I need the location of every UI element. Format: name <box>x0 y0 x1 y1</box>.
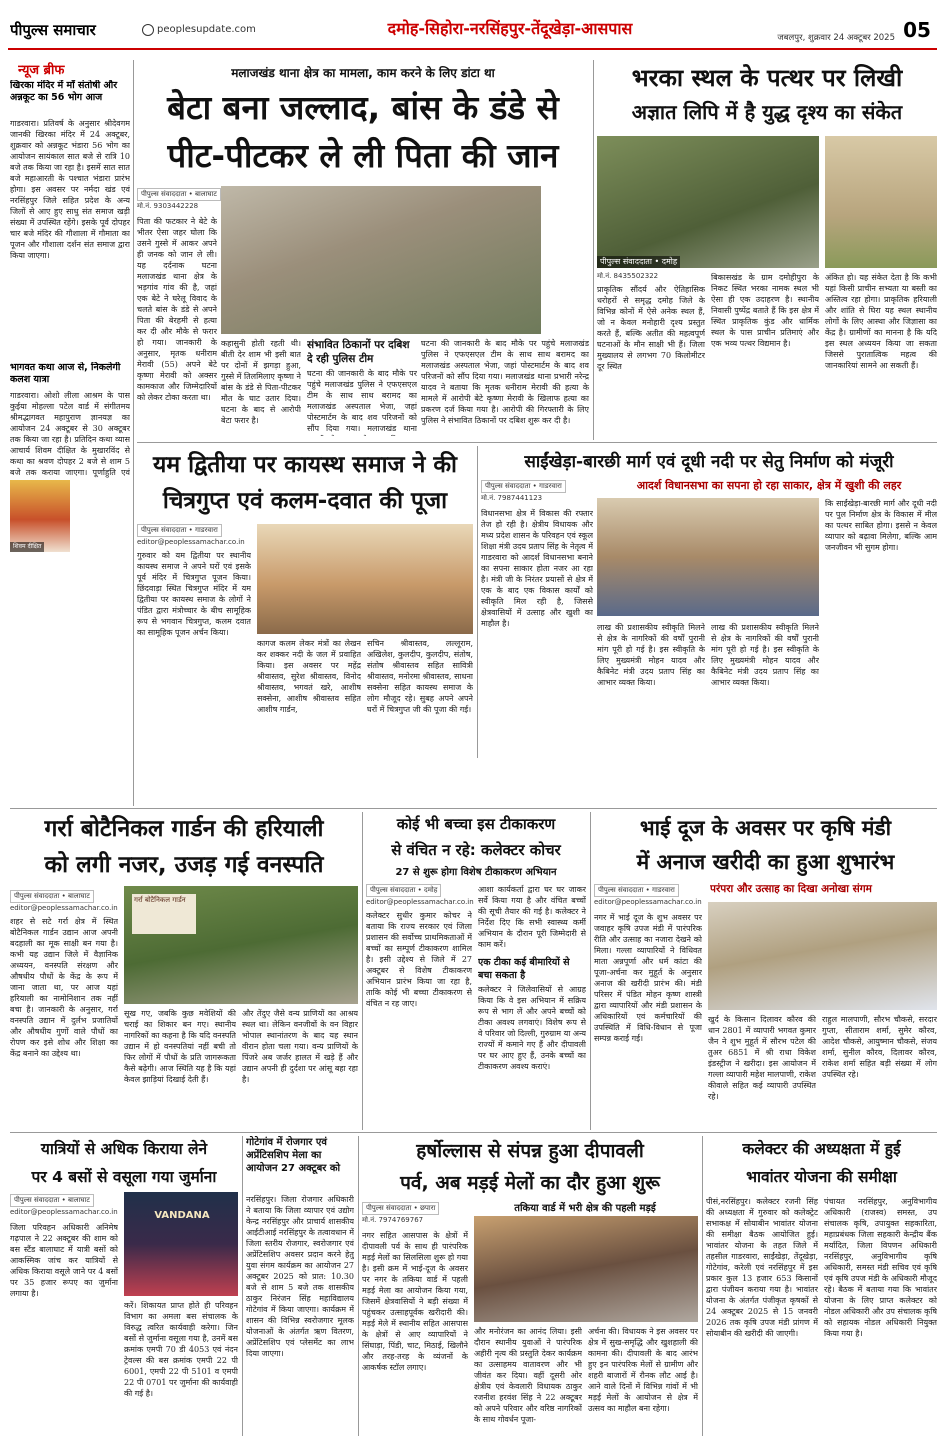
story3-body-col2: कागज कलम लेकर मंत्रों का लेखन कर शक्कर नदी के जल में प्रवाहित किया। इस अवसर पर महेंद्र श्रीवास्तव, सुरेश श्रीवास्तव, विनोद श्रीवास्तव, भगवतं खरे, आशीष सक्सेना, आशीष श्रीवास्तव सहित आशीष गार्डन, <box>257 639 361 714</box>
story5-body-col3: और तेंदुए जैसे वन्य प्राणियों का आश्रय स्थल था। लेकिन वनजीवों के वन विहार भोपाल स्थानांतरण के बाद यह स्थान वीरान होता चला गया। वन्य प्राणियों के पिंजरे अब जर्जर हालत में खड़े हैं और उद्यान अपनी ही दुर्दशा पर आंसू बहा रहा है। <box>242 1009 358 1084</box>
row-divider-1 <box>137 442 937 443</box>
dateline: जबलपुर, शुक्रवार 24 अक्टूबर 2025 <box>777 33 895 43</box>
page-number: 05 <box>903 18 931 42</box>
story10-photo <box>474 1216 698 1322</box>
story4-body-col3: लाख की प्रशासकीय स्वीकृति मिलने से क्षेत्र के नागरिकों की वर्षों पुरानी मांग पूरी हो गई है। इस स्वीकृति के लिए मुख्यमंत्री मोहन यादव और कैबिनेट मंत्री उदय प्रताप सिंह का आभार व्यक्त किया। <box>711 623 819 687</box>
story5-email[interactable]: editor@peoplessamachar.co.in <box>10 904 118 912</box>
story-ancient-script <box>597 60 937 440</box>
story6-side-title: एक टीका कई बीमारियों से बचा सकता है <box>478 957 570 981</box>
story7-headline-line2: में अनाज खरीदी का हुआ शुभारंभ <box>636 850 895 874</box>
story6-body-col2-top: आशा कार्यकर्ता द्वारा घर घर जाकर सर्वे किया गया है और वंचित बच्चों की सूची तैयार की गई है। कलेक्टर ने निर्देश दिए कि सभी स्वास्थ्य कर्मी अभियान के दौरान पूरी जिम्मेदारी से काम करें। <box>478 885 586 949</box>
col-divider-4 <box>362 812 363 1130</box>
col-divider-6 <box>242 1136 243 1436</box>
story8-body-col1: जिला परिवहन अधिकारी अनिमेष गढ़पाल ने 22 अक्टूबर की शाम को बस स्टैंड बालाघाट में यात्री बसों को आकस्मिक जांच कर यात्रियों से अधिक किराया वसूले जाने पर 4 बसों पर 35 हजार रूपए का जुर्माना लगाया है। <box>10 1223 118 1298</box>
newspaper-logo: पीपुल्स समाचार <box>10 21 96 39</box>
website-url[interactable]: peoplesupdate.com <box>157 24 256 35</box>
story7-body-col3: राहुल मालपाणी, सौरभ चौकसे, सरदार गुप्ता, सीताराम शर्मा, सुमेर कौरव, आदेश चौकसे, आयुष्मान चौकसे, संजय शर्मा, सुनील कौरव, दिलावर कौरव, राकेश शर्मा सहित बड़ी संख्या में लोग उपस्थित रहे। <box>822 1015 937 1079</box>
portrait-photo <box>10 480 70 552</box>
story3-body-col3: सचिन श्रीवास्तव, लल्लूराम, अखिलेश, कुलदीप, कुलदीप, संतोष, संतोष श्रीवास्तव सहित सावित्री श्रीवास्तव, मनोरमा श्रीवास्तव, साधना सक्सेना सहित कायस्थ समाज के लोग मौजूद रहे। सुबह अपने अपने घरों में चित्रगुप्त जी की पूजा की गई। <box>367 639 473 714</box>
masthead <box>0 0 945 54</box>
story4-headline: साईंखेड़ा-बारछी मार्ग एवं दूधी नदी पर सेतु निर्माण को मंजूरी <box>524 452 894 472</box>
story5-photo <box>124 886 358 1004</box>
story10-subheadline: तकिया वार्ड में भरी क्षेत्र की पहली मड़ई <box>514 1203 656 1214</box>
story1-side-title: संभावित ठिकानों पर दबिश दे रही पुलिस टीम <box>307 339 410 365</box>
story7-photo <box>708 902 937 1010</box>
story1-headline-line1: बेटा बना जल्लाद, बांस के डंडे से <box>167 88 559 127</box>
story2-photo-right <box>825 136 937 268</box>
story5-byline: पीपुल्स संवाददाता • बालाघाट <box>10 890 94 903</box>
story2-mobile: मो.नं. 8435502322 <box>597 272 659 280</box>
story10-mobile: मो.नं. 7974769767 <box>362 1216 424 1224</box>
story1-body-mid: कहासुनी होती रहती थी। बीती देर शाम भी इसी बात पर दोनों में झगड़ा हुआ, गुस्से में तिलमिलाए कृष्णा ने बांस के डंडे से पिता-पीटकर मौत के घाट उतार दिया। घटना के बाद से आरोपी बेटा फरार है। <box>221 339 301 425</box>
story1-side-body: घटना की जानकारी के बाद मौके पर पहुंचे मलाजखंड पुलिस ने एफएसएल टीम के साथ साथ बरामद का मलाजखंड अस्पताल भेजा, जहां पोस्टमार्टम के बाद शव परिजनों को सौंप दिया गया। मलाजखंड थाना <box>307 369 417 433</box>
story2-byline: पीपुल्स संवाददाता • दमोह <box>597 256 680 268</box>
row-divider-3 <box>10 1132 937 1133</box>
story8-headline-line1: यात्रियों से अधिक किराया लेने <box>40 1140 208 1158</box>
news-brief-column <box>10 60 130 806</box>
story1-body-right: घटना की जानकारी के बाद मौके पर पहुंचे मलाजखंड पुलिस ने एफएसएल टीम के साथ साथ बरामद का मलाजखंड अस्पताल भेजा, जहां पोस्टमार्टम के बाद शव परिजनों को सौंप दिया गया। मलाजखंड थाना प्रभारी नरेन्द्र यादव ने बताया कि मृतक धनीराम मेरावी की हत्या के मामले में आरोपी बेटे कृष्णा मेरावी के खिलाफ हत्या का प्रकरण दर्ज किया गया है। आरोपी की गिरफ्तारी के लिए पुलिस ने संभावित ठिकानों पर दबिश शुरू कर दी है। <box>421 339 589 425</box>
story5-body-col2: सूख गए, जबकि कुछ मवेशियों की चराई का शिकार बन गए। स्थानीय नागरिकों का कहना है कि यदि वनस्पति उद्यान में हो वनस्पतियां नहीं बची तो फिर लोगों में पौधों के प्रति जागरूकता कैसे बढ़ेगी। आज स्थिति यह है कि यहां केवल झाड़ियां दिखाई देती हैं। <box>124 1009 236 1084</box>
story3-email[interactable]: editor@peoplessamachar.co.in <box>137 538 245 546</box>
story4-photo <box>597 498 819 616</box>
story10-body-col2: और मनोरंजन का आनंद लिया। इसी दौरान स्थानीय युवाओं ने पारंपरिक अहीरी नृत्य की प्रस्तुति देकर कार्यक्रम का उत्साहमय वातावरण और भी जीवंत कर दिया। वहीं दूसरी ओर क्षेत्रीय एवं केवलारी विधायक ठाकुर रजनीश हरवंश सिंह ने 22 अक्टूबर को अपने परिवार और वरिष्ठ नागरिकों के साथ गोवर्धन पूजा- <box>474 1327 582 1424</box>
story6-headline-line2: से वंचित न रहे: कलेक्टर कोचर <box>391 841 561 859</box>
story3-byline: पीपुल्स संवाददाता • गाडरवारा <box>137 524 222 537</box>
story-son-kills-father <box>137 60 589 440</box>
story7-subheadline: परंपरा और उत्साह का दिखा अनोखा संगम <box>710 883 872 895</box>
story-chitragupta-puja <box>137 446 473 758</box>
story2-body-col1: प्राकृतिक सौंदर्य और ऐतिहासिक धरोहरों से समृद्ध दमोह जिले के विभिन्न कोनों में ऐसे अनेक स्थल हैं, जो न केवल मनोहारी दृश्य प्रस्तुत करते हैं, बल्कि अतीत की महत्वपूर्ण घटनाओं के मौन साक्षी भी हैं। जिला मुख्यालय से लगभग 70 किलोमीटर दूर स्थित <box>597 285 705 371</box>
story4-body-col1: विधानसभा क्षेत्र में विकास की रफ्तार तेज हो रही है। क्षेत्रीय विधायक और मध्य प्रदेश शासन के परिवहन एवं स्कूल शिक्षा मंत्री उदय प्रताप सिंह के नेतृत्व में गाडरवारा को आदर्श विधानसभा बनाने का सपना साकार होता नजर आ रहा है। मंत्री जी के निरंतर प्रयासों से क्षेत्र में एक के बाद एक विकास कार्यों को स्वीकृति मिल रही है, जिससे क्षेत्रवासियों में उत्साह और खुशी का माहौल है। <box>481 509 593 628</box>
story8-email[interactable]: editor@peoplessamachar.co.in <box>10 1208 118 1216</box>
story7-headline-line1: भाई दूज के अवसर पर कृषि मंडी <box>639 816 892 840</box>
col-divider-5 <box>590 812 591 1130</box>
story6-email[interactable]: editor@peoplessamachar.co.in <box>366 898 474 906</box>
col-divider-1 <box>133 60 134 806</box>
story10-byline: पीपुल्स संवाददाता • छपारा <box>362 1202 439 1215</box>
story8-byline: पीपुल्स संवाददाता • बालाघाट <box>10 1194 94 1207</box>
story8-body-col2: करें। शिकायत प्राप्त होते ही परिवहन विभाग का अमला बस संचालक के विरुद्ध त्वरित कार्यवाही करेगा। जिन बसों से जुर्माना वसूला गया है, उनमें बस क्रमांक एमपी 70 डी 4053 एवं नंदन ट्रेवल्स की बस क्रमांक एमपी 22 पी 6001, एमपी 22 पी 5101 व एमपी 22 पी 0701 पर जुर्माना की कार्यवाही की गई है। <box>124 1301 238 1398</box>
story2-body-col2: बिकासखंड के ग्राम दमोहीपुरा के निकट स्थित भरका नामक स्थल भी ऐसा ही एक उदाहरण है। स्थानीय निवासी पुष्पेंद्र बताते हैं कि इस क्षेत्र में स्थित प्राकृतिक कुंड और धार्मिक स्थल के पास प्राचीन प्रतिमाएं और एक भव्य पत्थर विद्यमान है। <box>711 273 819 348</box>
masthead-rule <box>8 48 937 50</box>
story1-mobile: मो.नं. 9303442228 <box>137 202 199 210</box>
brief2-body-top: गाडरवारा। ओशो लीला आश्रम के पास कुईया मोहल्ला पटेल वार्ड में संगीतमय श्रीमद्भागवत महापुराण ज्ञानयज्ञ का आयोजन 24 अक्टूबर से 30 अक्टूबर तक किया जा रहा है। प्रतिदिन कथा व्यास आचार्य शिवम दीक्षित के मुखारविंद से कथा का श्रवण दोपहर 2 बजे से शाम 5 बजे तक कराया जाएगा। पूर्णाहुति एवं <box>10 391 130 477</box>
story11-body-col1: पीसं,नरसिंहपुर। कलेक्टर रजनी सिंह की अध्यक्षता में गुरुवार को कलेक्ट्रेट सभाकक्ष में सोयाबीन भावांतर योजना की समीक्षा बैठक आयोजित हुई। भावांतर योजना के तहत जिले में तहसील गाडरवारा, साईंखेड़ा, तेंदूखेड़ा, गोटेगांव, करेली एवं नरसिंहपुर में इस प्रकार कुल 13 हजार 653 किसानों द्वारा पंजीयन कराया गया है। भावांतर योजना के अंतर्गत पंजीकृत कृषकों से 24 अक्टूबर 2025 से 15 जनवरी 2026 तक कृषि उपज मंडी प्रांगण में सोयाबीन की खरीदी की जाएगी। <box>706 1197 818 1338</box>
story3-headline-line2: चित्रगुप्त एवं कलम-दवात की पूजा <box>162 488 448 514</box>
row-divider-2 <box>10 808 937 809</box>
story7-body-col1: नगर में भाई दूज के शुभ अवसर पर जवाहर कृषि उपज मंडी में पारंपरिक रीति और उत्साह का नजारा देखने को मिला। गल्ला व्यापारियों ने विधिवत माता अन्नपूर्णा और धर्म कांटा की पूजा-अर्चना कर मुहूर्त के अनुसार अनाज की खरीदी प्रारंभ की। मंडी परिसर में पंडित मोहन कृष्ण शास्त्री द्वारा व्यापारियों और मंडी प्रशासन के अधिकारियों एवं कर्मचारियों की उपस्थिति में विधि-विधान से पूजा सम्पन्न कराई गई। <box>594 913 702 1043</box>
story1-byline: पीपुल्स संवाददाता • बालाघाट <box>137 188 221 201</box>
story4-subheadline: आदर्श विधानसभा का सपना हो रहा साकार, क्षेत्र में खुशी की लहर <box>636 479 902 492</box>
story11-body-col2: पंचायत नरसिंहपुर, अनुविभागीय अधिकारी (राजस्व) समस्त, उप संचालक कृषि, उपायुक्त सहकारिता, महाप्रबंधक जिला सहकारी केन्द्रीय बैंक मर्यादित, जिला विपणन अधिकारी नरसिंहपुर, अनुविभागीय कृषि अधिकारी, समस्त मंडी सचिव एवं कृषि एवं कृषि उपज मंडी के अधिकारी मौजूद रहे। बैठक में बताया गया कि भावांतर योजना के लिए प्राप्त कलेक्टर को नोडल अधिकारी और उप संचालक कृषि को सहायक नोडल अधिकारी नियुक्त किया गया है। <box>824 1197 937 1338</box>
portrait-caption: शिवम दीक्षित <box>10 542 44 552</box>
story2-headline-line2: अज्ञात लिपि में है युद्ध दृश्य का संकेत <box>631 100 903 124</box>
col-divider-7 <box>358 1136 359 1436</box>
col-divider-8 <box>702 1136 703 1436</box>
story5-body-col1: शहर से सटे गर्रा क्षेत्र में स्थित बोटैनिकल गार्डन उद्यान आज अपनी बदहाली का मूक साक्षी बन गया है। कभी यह उद्यान जिले में वैज्ञानिक अध्ययन, वनस्पति संरक्षण और औषधीय पौधों के केंद्र के रूप में जाना जाता था, पर आज यहां हरियाली का नामोनिशान तक नहीं बचा है। जानकारी के अनुसार, गर्रा वनस्पति उद्यान में दुर्लभ प्रजातियों और औषधीय गुणों वाले पौधों का रोपण कर इसे शोध और शिक्षा का केंद्र बनाने का उद्देश्य था। <box>10 917 118 1058</box>
story11-headline-line2: भावांतर योजना की समीक्षा <box>746 1168 897 1186</box>
col-divider-2 <box>593 60 594 440</box>
story4-mobile: मो.नं. 7987441123 <box>481 494 543 502</box>
brief1-body: गाडरवारा। प्रतिवर्ष के अनुसार श्रीदेवगम जानकी खिरका मंदिर में 24 अक्टूबर, शुक्रवार को अन्नकूट भंडारा 56 भोग का आयोजन सायंकाल सात बजे से रात्रि 10 बजे तक किया जा रहा है। इसमें सात सात बजे महाआरती के पश्चात भंडारा प्रारंभ होगा। इस अवसर पर नर्मदा खंड एवं नरसिंहपुर जिले सहित प्रदेश के अन्य जिलों से आए हुए साधु संत समाज खड़ी संख्या में उपस्थित रहेंगे। इसके पूर्व दोपहर चार बजे मंदिर की गौशाला में गौमाता का पूजन और गौशाला दर्शन संत समाज द्वारा किया जाएगा। <box>10 119 130 260</box>
col-divider-3 <box>477 446 478 758</box>
section-title: दमोह-सिहोरा-नरसिंहपुर-तेंदूखेड़ा-आसपास <box>387 19 633 38</box>
story8-headline-line2: पर 4 बसों से वसूला गया जुर्माना <box>31 1168 217 1186</box>
story1-body-left: पिता की फटकार ने बेटे के भीतर ऐसा जहर घोला कि उसने गुस्से में आकर अपने ही जनक को जान ले ली। यह दर्दनाक घटना मलाजखंड थाना क्षेत्र के भड़गांव गांव की है, जहां एक बेटे ने घरेलू विवाद के चलते बांस के डंडे से अपने पिता की बेरहमी से हत्या कर दी और मौके से फरार हो गया। जानकारी के अनुसार, मृतक धनीराम मेरावी (55) अपने बेटे कृष्णा मेरावी को अक्सर कामकाज और जिम्मेदारियों को लेकर टोका करता था। <box>137 217 217 402</box>
story9-headline: गोटेगांव में रोजगार एवं अप्रेंटिसशिप मेला का आयोजन 27 अक्टूबर को <box>246 1137 341 1174</box>
brief2-title: भागवत कथा आज से, निकलेगी कलश यात्रा <box>10 362 121 385</box>
story7-byline: पीपुल्स संवाददाता • गाडरवारा <box>594 884 679 897</box>
story-madai-fairs <box>362 1136 698 1436</box>
story4-byline: पीपुल्स संवाददाता • गाडरवारा <box>481 480 566 493</box>
story2-body-col3: अंकित हो। यह संकेत देता है कि कभी यहां किसी प्राचीन सभ्यता या बस्ती का अस्तित्व रहा होगा। प्राकृतिक हरियाली और शांति से घिरा यह स्थल स्थानीय लोगों के लिए आस्था और जिज्ञासा का केंद्र है। ग्रामीणों का मानना है कि यदि इस स्थल अध्ययन किया जा सकता जिससे पुरातात्विक महत्व की जानकारियां सामने आ सकती हैं। <box>825 273 937 370</box>
story-mandi-purchase <box>594 812 937 1130</box>
story6-headline-line1: कोई भी बच्चा इस टीकाकरण <box>396 815 556 833</box>
story7-body-col2: खुर्द के किसान दिलावर कौरव की धान 2801 में व्यापारी भगवत कुमार जैन ने शुभ मुहूर्त में सौरभ पटेल की तुअर 6851 में श्री राधा विकेश इंडस्ट्रीज ने खरीदा। इस आयोजन में गल्ला व्यापारी महेश मालपाणी, राकेश कीवाले सहित कई व्यापारी उपस्थित रहे। <box>708 1015 816 1101</box>
story4-body-col2: लाख की प्रशासकीय स्वीकृति मिलने से क्षेत्र के नागरिकों की वर्षों पुरानी मांग पूरी हो गई है। इस स्वीकृति के लिए मुख्यमंत्री मोहन यादव और कैबिनेट मंत्री उदय प्रताप सिंह का आभार व्यक्त किया। <box>597 623 705 687</box>
story5-garden-sign: गर्रा बोटैनिकल गार्डन <box>132 894 196 934</box>
story1-kicker: मलाजखंड थाना क्षेत्र का मामला, काम करने के लिए डांटा था <box>231 66 495 80</box>
story4-body-col4: कि साईंखेड़ा-बारछी मार्ग और दूधी नदी पर पुल निर्माण क्षेत्र के विकास में मील का पत्थर साबित होगा। इससे न केवल व्यापार को बढ़ावा मिलेगा, बल्कि आम जनजीवन भी सुगम होगा। <box>825 499 937 552</box>
story6-body-col1: कलेक्टर सुधीर कुमार कोचर ने बताया कि राज्य सरकार एवं जिला प्रशासन की सर्वोच्च प्राथमिकताओं में बच्चों का सम्पूर्ण टीकाकरण शामिल है। इसी उद्देश्य से जिले में 27 अक्टूबर से विशेष टीकाकरण अभियान प्रारंभ किया जा रहा है, ताकि कोई भी बच्चा टीकाकरण से वंचित न रह जाए। <box>366 911 472 1008</box>
story1-photo <box>221 186 541 334</box>
story3-photo <box>257 524 473 634</box>
story6-byline: पीपुल्स संवाददाता • दमोह <box>366 884 441 897</box>
story10-headline-line2: पर्व, अब मड़ई मेलों का दौर हुआ शुरू <box>400 1172 660 1194</box>
story10-body-col1: नगर सहित आसपास के क्षेत्रों में दीपावली पर्व के साथ ही पारंपरिक मड़ई मेलों का सिलसिला शुरू हो गया है। इसी क्रम में भाई-दूज के अवसर पर नगर के तकिया वार्ड में पहली मड़ई मेला का आयोजन किया गया, जिसमें क्षेत्रवासियों ने बड़ी संख्या में पहुंचकर उत्साहपूर्वक खरीदारी की। मड़ई मेले में स्थानीय सहित आसपास के क्षेत्रों से आए व्यापारियों ने सिंघाड़ा, पिंडी, चाट, मिठाई, खिलौने और तरह-तरह के व्यंजनों के आकर्षक स्टॉल लगाए। <box>362 1231 468 1372</box>
story-bhavantar-review <box>706 1136 937 1436</box>
story3-headline-line1: यम द्वितीया पर कायस्थ समाज ने की <box>152 452 457 478</box>
story1-headline-line2: पीट-पीटकर ले ली पिता की जान <box>167 136 559 175</box>
story8-photo <box>124 1192 238 1296</box>
story-vaccination-drive <box>366 812 586 1130</box>
story11-headline-line1: कलेक्टर की अध्यक्षता में हुई <box>742 1140 901 1158</box>
story8-bus-sign: VANDANA <box>154 1210 210 1221</box>
globe-icon <box>142 24 154 36</box>
news-brief-label: न्यूज ब्रीफ <box>18 63 65 78</box>
story-botanical-garden <box>10 812 358 1130</box>
story2-photo-left <box>597 136 819 268</box>
story10-body-col3: अर्चना की। विधायक ने इस अवसर पर क्षेत्र में सुख-समृद्धि और खुशहाली की कामना की। दीपावली के बाद आरंभ हुए इन पारंपरिक मेलों से ग्रामीण और शहरी बाजारों में रौनक लौट आई है। आने वाले दिनों में विभिन्न गांवों में भी मड़ई मेलों के आयोजन से क्षेत्र में उत्सव का माहौल बना रहेगा। <box>588 1327 698 1413</box>
story9-body: नरसिंहपुर। जिला रोजगार अधिकारी ने बताया कि जिला व्यापार एवं उद्योग केन्द्र नरसिंहपुर और प्राचार्य शासकीय आईटीआई नरसिंहपुर के तत्वावधान में जिला स्तरीय रोजगार, स्वरोजगार एवं अप्रेंटिसशिप अवसर प्रदान करने हेतु युवा संगम कार्यक्रम का आयोजन 27 अक्टूबर 2025 को प्रात: 10.30 बजे से शाम 5 बजे तक शासकीय ठाकुर निरंजन सिंह महाविद्यालय गोटेगांव में किया जाएगा। कार्यक्रम में शासन की विभिन्न स्वरोजगार मूलक योजनाओं के अंतर्गत ऋण वितरण, अप्रेंटिसशिप एवं प्लेसमेंट का लाभ दिया जाएगा। <box>246 1195 354 1358</box>
story6-side-body: कलेक्टर ने जिलेवासियों से आग्रह किया कि वे इस अभियान में सक्रिय रूप से भाग लें और अपने बच्चों को टीका अवश्य लगवाएं। विशेष रूप से वे परिवार जो दिल्ली, गुरुग्राम या अन्य राज्यों में कमाने गए हैं और दीपावली पर घर आए हुए हैं, उनके बच्चों का टीकाकरण अवश्य कराएं। <box>478 985 586 1071</box>
story3-body-col1: गुरुवार को यम द्वितीया पर स्थानीय कायस्थ समाज ने अपने घरों एवं इसके पूर्व मंदिर में चित्रगुप्त पूजन किया। छिंदवाड़ा स्थित चित्रगुप्त मंदिर में यम द्वितीया पर कायस्थ समाज के लोगों ने पंडित द्वारा मंत्रोच्चार के बीच सामूहिक रूप से भगवान चित्रगुप्त, कलम दवात का सामूहिक पूजन अर्चन किया। <box>137 551 251 637</box>
story7-email[interactable]: editor@peoplessamachar.co.in <box>594 898 702 906</box>
story10-headline-line1: हर्षोल्लास से संपन्न हुआ दीपावली <box>416 1140 644 1162</box>
story-bus-fine <box>10 1136 238 1436</box>
story5-headline-line2: को लगी नजर, उजड़ गई वनस्पति <box>44 852 324 878</box>
story-job-fair <box>246 1136 354 1436</box>
story5-headline-line1: गर्रा बोटैनिकल गार्डन की हरियाली <box>44 816 324 842</box>
story-bridge-approval <box>481 446 937 758</box>
brief1-title: खिरका मंदिर में माँ संतोषी और अन्नकूट का 56 भोग आज <box>10 80 118 103</box>
story2-headline-line1: भरका स्थल के पत्थर पर लिखी <box>631 64 903 92</box>
story6-subheadline: 27 से शुरू होगा विशेष टीकाकरण अभियान <box>395 867 557 878</box>
